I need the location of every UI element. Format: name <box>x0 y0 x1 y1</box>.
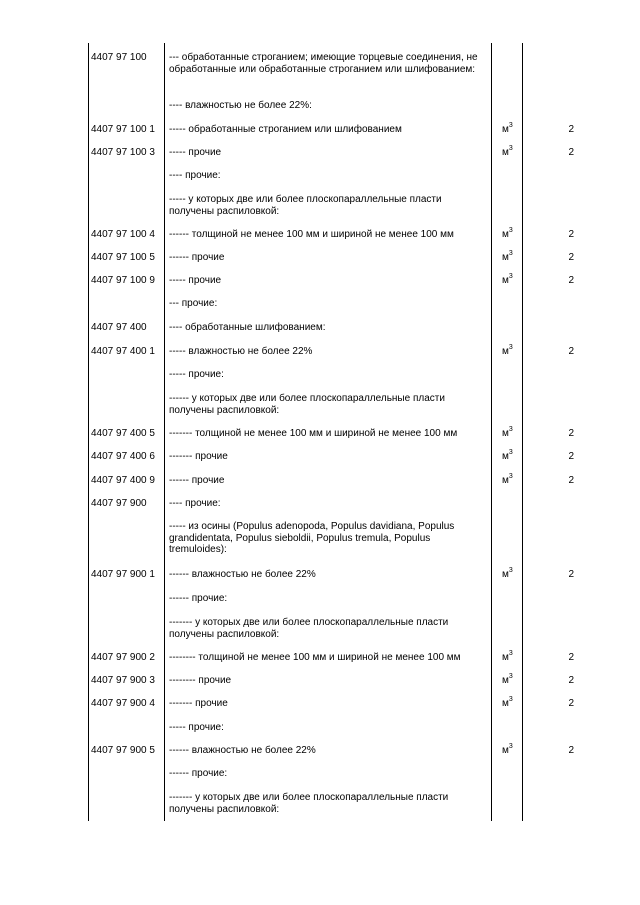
row-description: ------ влажностью не более 22% <box>169 569 316 580</box>
row-code: 4407 97 100 4 <box>91 229 155 240</box>
row-unit: $м^3$ <box>502 695 513 709</box>
row-description: ----- прочие <box>169 147 222 158</box>
row-description: ------- у которых две или более плоскопараллельные пласти получены распиловкой: <box>169 792 449 815</box>
row-unit: $м^3$ <box>502 425 513 439</box>
unit-exponent: 3 <box>508 566 513 574</box>
row-unit: $м^3$ <box>502 121 513 135</box>
row-code: 4407 97 900 2 <box>91 652 155 663</box>
row-description: -------- прочие <box>169 675 232 686</box>
row-code: 4407 97 400 <box>91 322 147 333</box>
row-unit: $м^3$ <box>502 448 513 462</box>
row-unit: $м^3$ <box>502 472 513 486</box>
row-code: 4407 97 100 3 <box>91 147 155 158</box>
row-code: 4407 97 900 5 <box>91 745 155 756</box>
row-code: 4407 97 900 3 <box>91 675 155 686</box>
row-rate: 2 <box>568 346 574 357</box>
row-code: 4407 97 400 5 <box>91 428 155 439</box>
row-rate: 2 <box>568 675 574 686</box>
unit-exponent: 3 <box>508 742 513 750</box>
row-rate: 2 <box>568 229 574 240</box>
row-code: 4407 97 400 1 <box>91 346 155 357</box>
column-divider <box>164 43 165 821</box>
row-unit: $м^3$ <box>502 672 513 686</box>
unit-exponent: 3 <box>508 144 513 152</box>
row-code: 4407 97 400 9 <box>91 475 155 486</box>
row-description: ---- прочие: <box>169 498 221 509</box>
row-code: 4407 97 100 <box>91 52 147 63</box>
unit-exponent: 3 <box>508 649 513 657</box>
row-description: ----- из осины (Populus adenopoda, Populus davidiana, Populus grandidentata, Populus sieboldii, Populus tremula, Populus tremuloides): <box>169 521 455 555</box>
row-rate: 2 <box>568 569 574 580</box>
row-description: ------ влажностью не более 22% <box>169 745 316 756</box>
row-unit: $м^3$ <box>502 343 513 357</box>
row-description: ----- влажностью не более 22% <box>169 346 313 357</box>
row-description: ------ прочие <box>169 475 225 486</box>
row-description: ------- у которых две или более плоскопараллельные пласти получены распиловкой: <box>169 617 449 640</box>
row-description: ----- прочие <box>169 275 222 286</box>
row-rate: 2 <box>568 275 574 286</box>
row-description: ------- толщиной не менее 100 мм и шириной не менее 100 мм <box>169 428 458 439</box>
row-description: ----- обработанные строганием или шлифованием <box>169 124 402 135</box>
row-unit: $м^3$ <box>502 742 513 756</box>
row-description: ----- прочие: <box>169 722 224 733</box>
row-description: ---- прочие: <box>169 170 221 181</box>
row-rate: 2 <box>568 652 574 663</box>
row-rate: 2 <box>568 475 574 486</box>
column-divider <box>491 43 492 821</box>
row-code: 4407 97 900 1 <box>91 569 155 580</box>
unit-exponent: 3 <box>508 249 513 257</box>
unit-exponent: 3 <box>508 121 513 129</box>
row-rate: 2 <box>568 124 574 135</box>
unit-exponent: 3 <box>508 425 513 433</box>
row-rate: 2 <box>568 147 574 158</box>
row-description: ------ толщиной не менее 100 мм и шириной не менее 100 мм <box>169 229 454 240</box>
row-description: ---- влажностью не более 22%: <box>169 100 312 111</box>
row-code: 4407 97 900 <box>91 498 147 509</box>
row-description: ------- прочие <box>169 451 228 462</box>
row-description: ----- прочие: <box>169 369 224 380</box>
row-unit: $м^3$ <box>502 649 513 663</box>
unit-exponent: 3 <box>508 272 513 280</box>
row-rate: 2 <box>568 428 574 439</box>
unit-exponent: 3 <box>508 343 513 351</box>
row-description: --- прочие: <box>169 298 218 309</box>
row-unit: $м^3$ <box>502 566 513 580</box>
unit-exponent: 3 <box>508 226 513 234</box>
unit-exponent: 3 <box>508 448 513 456</box>
row-description: ---- обработанные шлифованием: <box>169 322 326 333</box>
row-description: --- обработанные строганием; имеющие торцевые соединения, не обработанные или обработанные строганием или шлифованием: <box>169 52 478 75</box>
unit-exponent: 3 <box>508 695 513 703</box>
row-rate: 2 <box>568 252 574 263</box>
row-code: 4407 97 900 4 <box>91 698 155 709</box>
row-description: ------ прочие <box>169 252 225 263</box>
row-unit: $м^3$ <box>502 249 513 263</box>
row-description: ------- прочие <box>169 698 228 709</box>
column-divider <box>88 43 89 821</box>
row-rate: 2 <box>568 745 574 756</box>
row-rate: 2 <box>568 451 574 462</box>
row-code: 4407 97 400 6 <box>91 451 155 462</box>
row-rate: 2 <box>568 698 574 709</box>
row-code: 4407 97 100 9 <box>91 275 155 286</box>
unit-exponent: 3 <box>508 672 513 680</box>
row-unit: $м^3$ <box>502 226 513 240</box>
row-code: 4407 97 100 5 <box>91 252 155 263</box>
column-divider <box>522 43 523 821</box>
row-description: ------ прочие: <box>169 593 228 604</box>
row-description: ----- у которых две или более плоскопараллельные пласти получены распиловкой: <box>169 194 442 217</box>
row-unit: $м^3$ <box>502 144 513 158</box>
unit-exponent: 3 <box>508 472 513 480</box>
row-description: ------ у которых две или более плоскопараллельные пласти получены распиловкой: <box>169 393 445 416</box>
row-code: 4407 97 100 1 <box>91 124 155 135</box>
row-description: -------- толщиной не менее 100 мм и шириной не менее 100 мм <box>169 652 461 663</box>
row-description: ------ прочие: <box>169 768 228 779</box>
row-unit: $м^3$ <box>502 272 513 286</box>
